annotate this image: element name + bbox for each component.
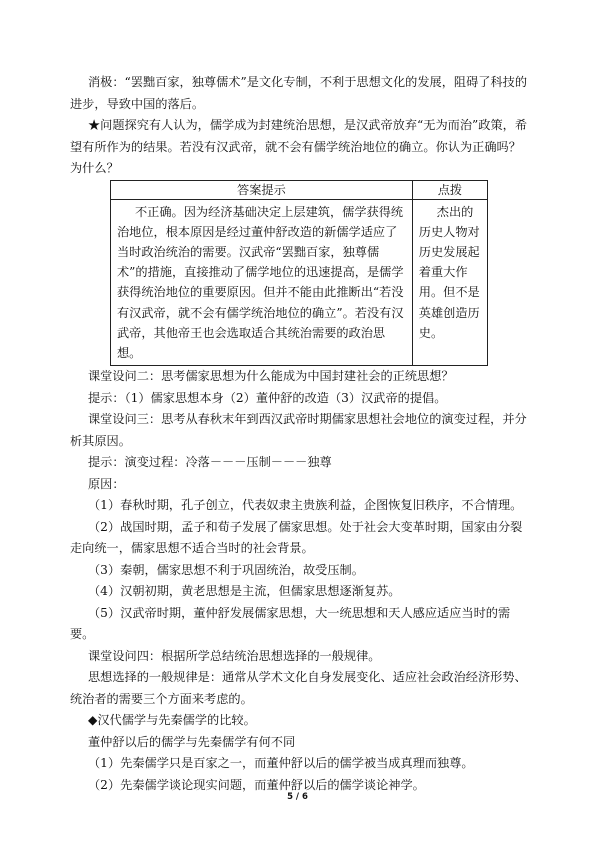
comparison-question: 董仲舒以后的儒学与先秦儒学有何不同 (88, 734, 296, 749)
paragraph-question: ★问题探究有人认为，儒学成为封建统治思想，是汉武帝放弃“无为而治”政策，希望有所作为的结果。若没有汉武帝，就不会有儒学统治地位的确立。你认为正确吗？为什么？ (70, 118, 528, 175)
question-4: 课堂设问四：根据所学总结统治思想选择的一般规律。 (88, 648, 381, 663)
answer-table (110, 180, 488, 367)
hint-3: 提示：演变过程：冷落－－－压制－－－独尊 (88, 455, 332, 470)
table-header-answer: 答案提示 (111, 180, 413, 199)
reason-heading: 原因： (88, 476, 125, 491)
paragraph-negative: 消极：“罢黜百家，独尊儒术”是文化专制，不利于思想文化的发展，阻碍了科技的进步，导致中国的落后。 (70, 75, 528, 111)
comparison-point-1: （1）先秦儒学只是百家之一，而董仲舒以后的儒学被当成真理而独尊。 (88, 756, 474, 771)
reason-1: （1）春秋时期，孔子创立，代表奴隶主贵族利益，企图恢复旧秩序，不合情理。 (88, 498, 523, 513)
table-cell-tip: 杰出的历史人物对历史发展起着重大作用。但不是英雄创造历史。 (412, 199, 487, 366)
document-body (70, 72, 530, 796)
reason-5: （5）汉武帝时期，董仲舒发展儒家思想，大一统思想和天人感应适应当时的需要。 (70, 605, 511, 642)
reason-4: （4）汉朝初期，黄老思想是主流，但儒家思想逐渐复苏。 (88, 584, 401, 599)
reason-2: （2）战国时期，孟子和荀子发展了儒家思想。处于社会大变革时期，国家由分裂走向统一，儒家思想不适合当时的社会背景。 (70, 519, 523, 556)
question-3: 课堂设问三：思考从春秋末年到西汉武帝时期儒家思想社会地位的演变过程，并分析其原因。 (70, 412, 527, 448)
question-2: 课堂设问二：思考儒家思想为什么能成为中国封建社会的正统思想？ (88, 369, 454, 384)
reason-3: （3）秦朝，儒家思想不利于巩固统治，故受压制。 (88, 562, 364, 577)
answer-4: 思想选择的一般规律是：通常从学术文化自身发展变化、适应社会政治经济形势、统治者的需要三个方面来考虑的。 (70, 670, 527, 706)
comparison-heading: ◆汉代儒学与先秦儒学的比较。 (88, 713, 256, 728)
page-number: 5 / 6 (287, 792, 308, 802)
table-cell-answer: 不正确。因为经济基础决定上层建筑，儒学获得统治地位，根本原因是经过董仲舒改造的新儒学适应了当时政治统治的需要。汉武帝“罢黜百家，独尊儒术”的措施，直接推动了儒学地位的迅速提高，是儒学获得统治地位的重要原因。但并不能由此推断出“若没有汉武帝，就不会有儒学统治地位的确立”。若没有汉武帝，其他帝王也会选取适合其统治需要的政治思想。 (111, 199, 413, 366)
comparison-point-2: （2）先秦儒学谈论现实问题，而董仲舒以后的儒学谈论神学。 (88, 777, 425, 792)
hint-2: 提示：（1）儒家思想本身（2）董仲舒的改造（3）汉武帝的提倡。 (88, 390, 447, 405)
table-header-tip: 点拨 (412, 180, 487, 199)
